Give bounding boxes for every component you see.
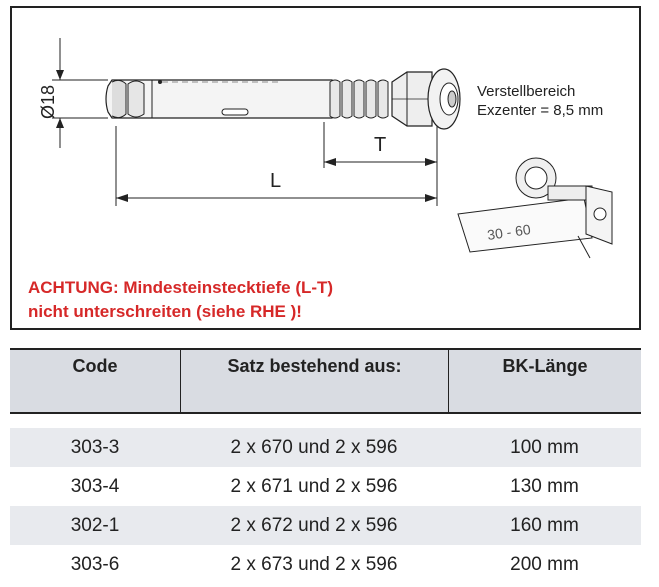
cell-set: 2 x 670 und 2 x 596 bbox=[230, 436, 398, 458]
warning-text bbox=[28, 276, 333, 324]
adjust-line-1: Verstellbereich bbox=[477, 83, 576, 100]
cell-set: 2 x 672 und 2 x 596 bbox=[230, 514, 398, 536]
cell-length: 130 mm bbox=[510, 475, 579, 497]
warning-line-1: ACHTUNG: Mindesteinstecktiefe (L-T) bbox=[28, 278, 334, 297]
cell-set: 2 x 671 und 2 x 596 bbox=[230, 475, 398, 497]
detail-scale-text: 30 - 60 bbox=[486, 221, 532, 243]
cell-code: 303-6 bbox=[70, 553, 120, 575]
product-table bbox=[10, 348, 641, 584]
adjust-range-text bbox=[477, 82, 603, 120]
cell-code: 302-1 bbox=[70, 514, 120, 536]
dim-t-label: T bbox=[374, 134, 387, 156]
table-row bbox=[10, 428, 641, 467]
header-code: Code bbox=[72, 356, 118, 376]
table-header bbox=[10, 348, 641, 414]
header-set: Satz bestehend aus: bbox=[180, 350, 448, 412]
dim-l-label: L bbox=[270, 170, 282, 192]
cell-code: 303-3 bbox=[70, 436, 120, 458]
cell-length: 200 mm bbox=[510, 553, 579, 575]
diameter-label: Ø18 bbox=[38, 84, 58, 120]
table-row bbox=[10, 506, 641, 545]
table-row bbox=[10, 467, 641, 506]
cell-code: 303-4 bbox=[70, 475, 120, 497]
cell-set: 2 x 673 und 2 x 596 bbox=[230, 553, 398, 575]
header-length: BK-Länge bbox=[448, 350, 641, 412]
table-row bbox=[10, 545, 641, 584]
adjust-line-2: Exzenter = 8,5 mm bbox=[477, 102, 604, 119]
drawing-frame bbox=[10, 6, 641, 330]
cell-length: 160 mm bbox=[510, 514, 579, 536]
warning-line-2: nicht unterschreiten (siehe RHE )! bbox=[28, 302, 302, 321]
cell-length: 100 mm bbox=[510, 436, 579, 458]
